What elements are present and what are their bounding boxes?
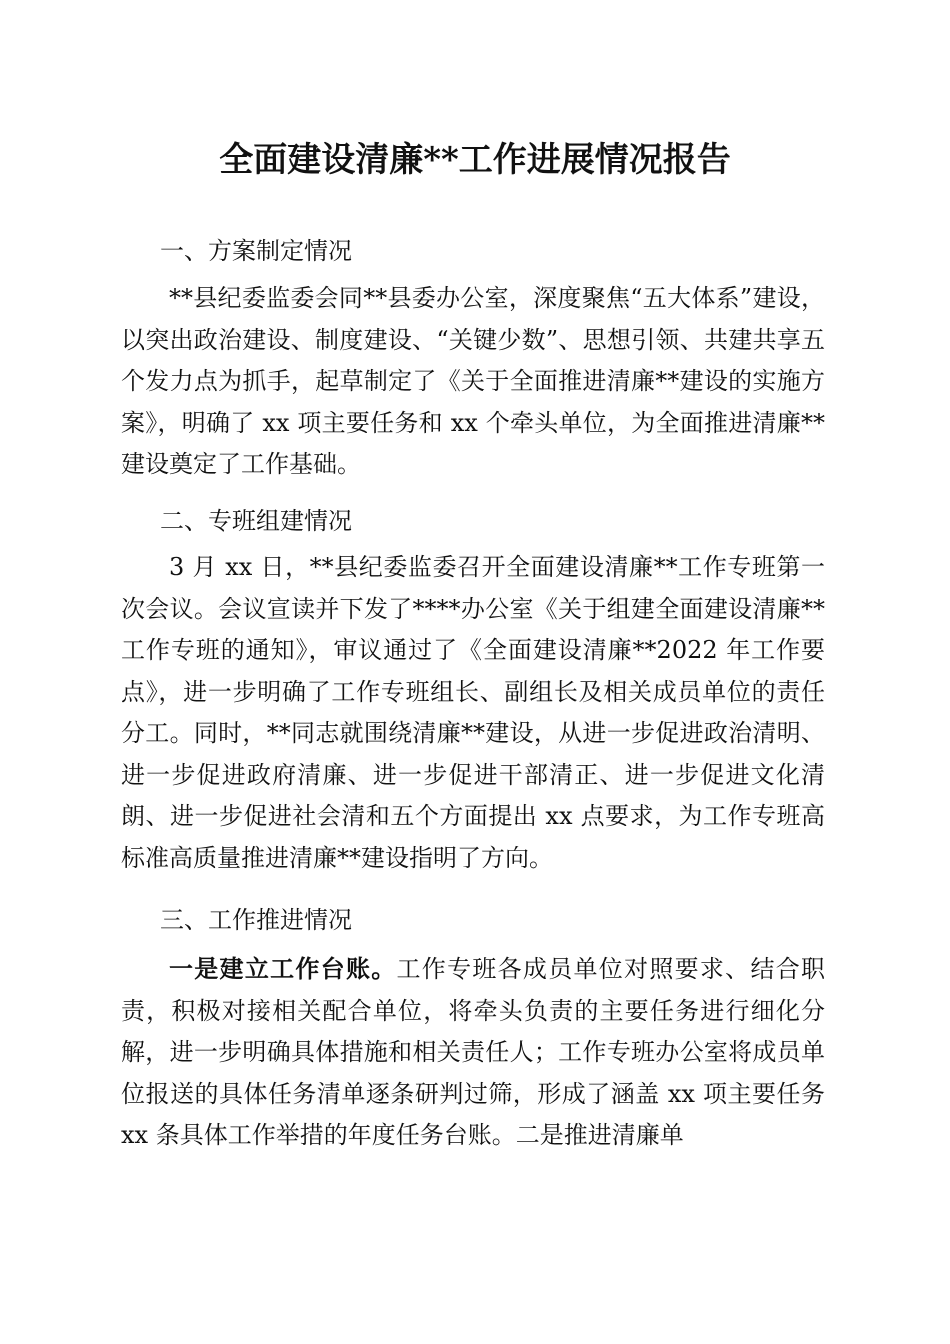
paragraph-body-text: 工作专班各成员单位对照要求、结合职责，积极对接相关配合单位，将牵头负责的主要任务进行细化分解，进一步明确具体措施和相关责任人；工作专班办公室将成员单位报送的具体任务清单逐条研判过筛，形成了涵盖 xx 项主要任务 xx 条具体工作举措的年度任务台账。二是推进清廉单 — [121, 955, 826, 1149]
section-heading-progress: 三、工作推进情况 — [160, 906, 352, 934]
section-paragraph-plan: **县纪委监委会同**县委办公室，深度聚焦“五大体系”建设，以突出政治建设、制度建设、“关键少数”、思想引领、共建共享五个发力点为抓手，起草制定了《关于全面推进清廉**建设的实施方案》，明确了 xx 项主要任务和 xx 个牵头单位，为全面推进清廉**建设奠定了工作基础。 — [121, 284, 825, 478]
section-heading-team: 二、专班组建情况 — [160, 507, 352, 535]
paragraph-lead-text: 一是建立工作台账。 — [169, 954, 397, 983]
section-heading-plan: 一、方案制定情况 — [160, 237, 352, 265]
section-paragraph-progress — [121, 948, 825, 1157]
section-paragraph-team: 3 月 xx 日，**县纪委监委召开全面建设清廉**工作专班第一次会议。会议宣读并下发了****办公室《关于组建全面建设清廉**工作专班的通知》，审议通过了《全面建设清廉**2022 年工作要点》，进一步明确了工作专班组长、副组长及相关成员单位的责任分工。同时，**同志就围绕清廉**建设，从进一步促进政治清明、进一步促进政府清廉、进一步促进干部清正、进一步促进文化清朗、进一步促进社会清和五个方面提出 xx 点要求，为工作专班高标准高质量推进清廉**建设指明了方向。 — [121, 553, 825, 872]
document-title: 全面建设清廉**工作进展情况报告 — [219, 140, 731, 180]
